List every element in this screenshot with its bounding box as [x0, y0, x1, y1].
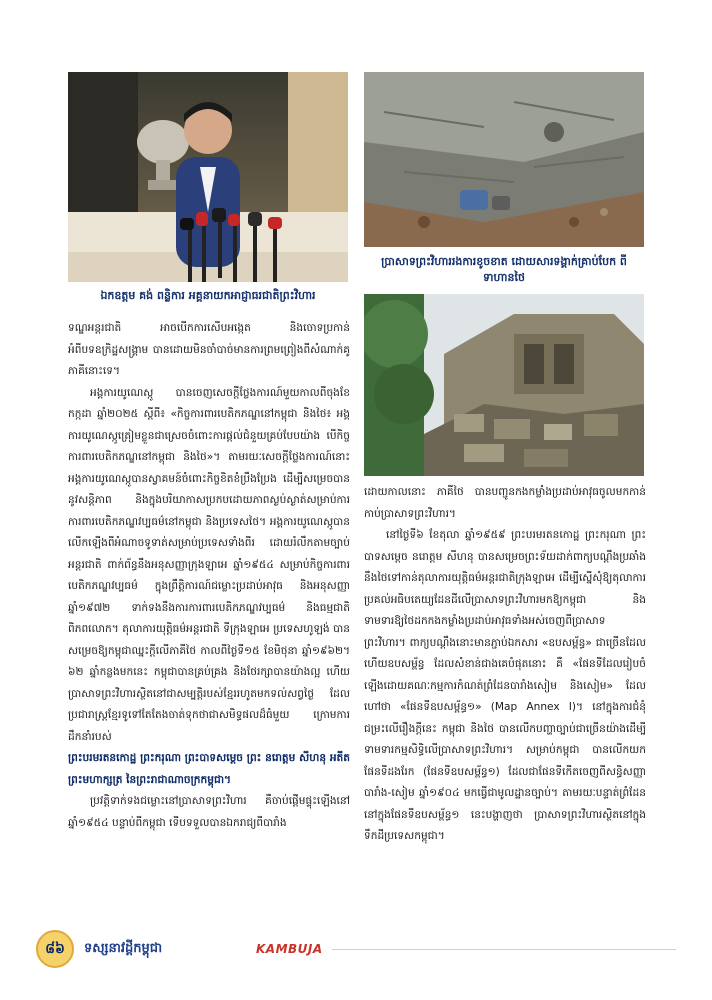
left-paragraph-2: អង្គការយូណេស្កូ បានចេញសេចក្តីថ្លែងការណ៍មួយកាលពីចុងខែកក្កដា ឆ្នាំ២០២៥ ស្តីពី៖ «កិច្ចការពារបេតិកភណ្ឌនៅកម្ពុជា និងថៃ៖ អង្គការយូណេស្កូត្រៀមខ្លួនជាស្រេចចំពោះការផ្តល់ជំនួយគ្រប់បែបយ៉ាង បើកិច្ចការពារបេតិកភណ្ឌនៅកម្ពុជា និងថៃ»។ តាមរយៈសេចក្តីថ្លែងការណ៍នោះ អង្គការយូណេស្កូបានស្វាគមន៍ចំពោះកិច្ចខិតខំប្រឹងប្រែង ដើម្បីសម្រេចបាននូវសន្តិភាព និងក្នុងបរិយាកាសប្រកបដោយភាពស្ងប់ស្ងាត់សម្រាប់ការការពារបេតិកភណ្ឌវប្បធម៌នៅកម្ពុជា និងប្រទេសថៃ។ អង្គការយូណេស្កូបានលើកឡើងពីអំណាចទូទាត់សម្រាប់ប្រទេសទាំងពីរ ដោយរំលឹកតាមច្បាប់អន្តរជាតិ ពាក់ព័ន្ធនឹងអនុសញ្ញាក្រុងឡាអេ ឆ្នាំ១៩៥៤ សម្រាប់កិច្ចការពារបេតិកភណ្ឌវប្បធម៌ ក្នុងព្រឹត្តិការណ៍ជម្លោះប្រដាប់អាវុធ និងអនុសញ្ញា ឆ្នាំ១៩៧២ ទាក់ទងនឹងការការពារបេតិកភណ្ឌវប្បធម៌ និងធម្មជាតិពិភពលោក។ តុលាការយុត្តិធម៌អន្តរជាតិ ទីក្រុងឡាអេ ប្រទេសហូឡង់ បានសម្រេចឱ្យកម្ពុជាឈ្នះក្តីលើភាគីថៃ កាលពីថ្ងៃទី១៥ ខែមិថុនា ឆ្នាំ១៩៦២។ ៦២ ឆ្នាំកន្លងមកនេះ កម្ពុជាបានគ្រប់គ្រង និងថែរក្សាបានយ៉ាងល្អ ហើយប្រាសាទព្រះវិហារស្ថិតនៅជាសម្បត្តិរបស់ខ្មែររហូតមកទល់សព្វថ្ងៃ ដែលប្រជារាស្ត្រខ្មែរទូទៅតែតែងចាត់ទុកថាជាសមិទ្ធផលដ៏ធំមួយ ក្រោមការដឹកនាំរបស់: [68, 386, 350, 743]
interview-photo-art: [68, 72, 348, 282]
magazine-title: ទស្សនាវដ្តីកម្ពុជា: [84, 941, 163, 956]
left-paragraph-3: ព្រះបរមរតនកោដ្ឋ ព្រះករុណា ព្រះបាទសម្តេច ព្រះ នរោត្តម សីហនុ អតីតព្រះមហាក្សត្រ នៃព្រះរាជាណាចក្រកម្ពុជា។: [68, 752, 350, 786]
interview-photo: [68, 72, 348, 282]
right-article-column: [364, 482, 646, 922]
right-paragraph-1: ដោយកាលនោះ ភាគីថៃ បានបញ្ជូនកងកម្លាំងប្រដាប់អាវុធចូលមកកាន់កាប់ប្រាសាទព្រះវិហារ។: [364, 486, 646, 520]
magazine-brand: KAMBUJA: [256, 942, 323, 956]
footer-divider: [332, 949, 676, 950]
rubble-photo: [364, 72, 644, 247]
page-number: ៨៦: [36, 930, 74, 968]
left-article-column: [68, 318, 350, 923]
temple-photo: [364, 294, 644, 476]
left-paragraph-1: ទណ្ឌអន្តរជាតិ អាចបើកការសើបអង្កេត និងចោទប្រកាន់អំពីបទឧក្រិដ្ឋសង្គ្រាម បានដោយមិនចាំបាច់មានការព្រមព្រៀងពីសំណាក់គូភាគីនោះទេ។: [68, 322, 350, 377]
temple-photo-art: [364, 294, 644, 476]
right-paragraph-2: នៅថ្ងៃទី៦ ខែតុលា ឆ្នាំ១៩៥៩ ព្រះបរមរតនកោដ្ឋ ព្រះករុណា ព្រះបាទសម្តេច នរោត្តម សីហនុ បានសម្រេចព្រះទ័យដាក់ពាក្យបណ្តឹងប្រឆាំងនឹងថៃទៅកាន់តុលាការយុត្តិធម៌អន្តរជាតិក្រុងឡាអេ ដើម្បីស្នើសុំឱ្យតុលាការប្រគល់អធិបតេយ្យដែនដីលើប្រាសាទព្រះវិហារមកឱ្យកម្ពុជា និងទាមទារឱ្យថៃដកកងកម្លាំងប្រដាប់អាវុធទាំងអស់ចេញពីប្រាសាទព្រះវិហារ។ ពាក្យបណ្តឹងនោះមានភ្ជាប់ឯកសារ «ឧបសម្ព័ន្ធ» ជាច្រើនដែលហើយឧបសម្ព័ន្ធ ដែលសំខាន់ជាងគេបំផុតនោះ គឺ «ផែនទីដែលរៀបចំឡើងដោយគណៈកម្មការកំណត់ព្រំដែនបារាំងសៀម និងសៀម» ដែលហៅថា «ផែនទីឧបសម្ព័ន្ធ១» (Map Annex I)។ នៅក្នុងការជំនុំជម្រះលើរឿងក្តីនេះ កម្ពុជា និងថៃ បានលើកបញ្ហាច្បាប់ជាច្រើនយ៉ាងដើម្បីទាមទារកម្មសិទ្ធិលើប្រាសាទព្រះវិហារ។ សម្រាប់កម្ពុជា បានលើកយកផែនទីដងរែក (ផែនទីឧបសម្ព័ន្ធ១) ដែលជាផែនទីកើតចេញពីសន្ធិសញ្ញាបារាំង-សៀម ឆ្នាំ១៩០៤ មកធ្វើជាមូលដ្ឋានច្បាប់។ តាមរយៈបន្ទាត់ព្រំដែននៅក្នុងផែនទីឧបសម្ព័ន្ធ១ នេះបង្ហាញថា ប្រាសាទព្រះវិហារស្ថិតនៅក្នុងទឹកដីប្រទេសកម្ពុជា។: [364, 529, 646, 842]
left-paragraph-4: ប្រវត្តិទាក់ទងជម្លោះនៅប្រាសាទព្រះវិហារ គឺចាប់ផ្តើមផ្ទុះឡើងនៅឆ្នាំ១៩៥៤ បន្ទាប់ពីកម្ពុជា ទើបទទួលបានឯករាជ្យពីបារាំង: [68, 795, 350, 829]
interview-caption: ឯកឧត្តម គង់ ពន្លិការ អគ្គនាយកអាជ្ញាធរជាតិព្រះវិហារ: [100, 289, 316, 302]
page-footer: [36, 930, 676, 970]
rubble-photo-art: [364, 72, 644, 247]
rubble-caption: ប្រាសាទព្រះវិហាររងការខូចខាត ដោយសារទង្គាក់គ្រាប់បែក ពីទាហានថៃ: [381, 255, 627, 284]
